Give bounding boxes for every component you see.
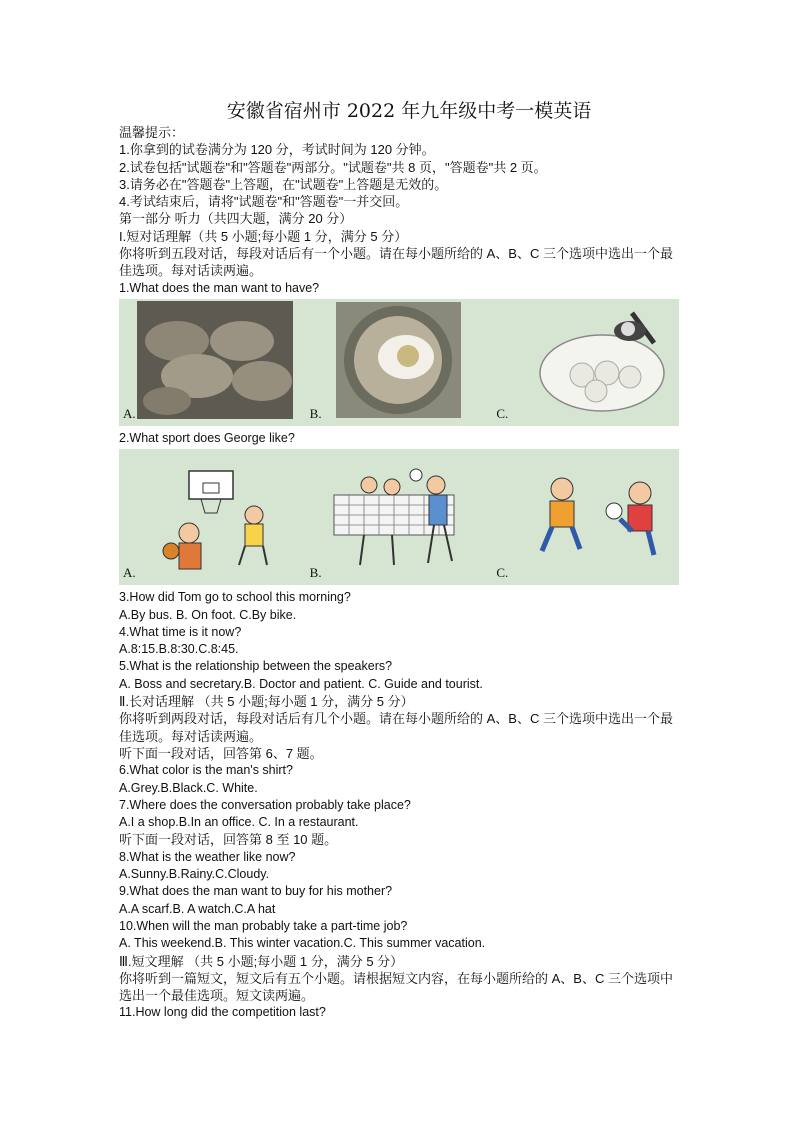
q2-option-b-image [306, 449, 493, 585]
question-11: 11.How long did the competition last? [119, 1005, 326, 1020]
q1-label-a: A. [123, 405, 136, 421]
notice-2: 2.试卷包括"试题卷"和"答题卷"两部分。"试题卷"共 8 页，"答题卷"共 2 页。 [119, 159, 547, 175]
question-5-options: A. Boss and secretary.B. Doctor and patient. C. Guide and tourist. [119, 676, 483, 691]
page-title: 安徽省宿州市 2022 年九年级中考一模英语 [226, 100, 592, 122]
notice-3: 3.请务必在"答题卷"上答题，在"试题卷"上答题是无效的。 [119, 176, 448, 192]
question-8: 8.What is the weather like now? [119, 849, 296, 864]
football-image [522, 459, 692, 589]
volleyball-image [324, 455, 494, 585]
exam-content [119, 100, 679, 1022]
question-7: 7.Where does the conversation probably take place? [119, 797, 411, 812]
notice-1: 1.你拿到的试卷满分为 120 分，考试时间为 120 分钟。 [119, 142, 435, 158]
question-9: 9.What does the man want to buy for his mother? [119, 884, 393, 899]
question-10-options: A. This weekend.B. This winter vacation.C. This summer vacation. [119, 936, 486, 951]
section1-heading: I.短对话理解（共 5 小题;每小题 1 分，满分 5 分） [119, 228, 408, 244]
question-1: 1.What does the man want to have? [119, 280, 320, 295]
question-8-options: A.Sunny.B.Rainy.C.Cloudy. [119, 867, 270, 882]
q2-image-row [119, 449, 679, 585]
question-10: 10.When will the man probably take a part-time job? [119, 918, 408, 933]
tangyuan-image [512, 303, 682, 423]
notice-heading: 温馨提示： [119, 125, 185, 140]
basketball-image [149, 453, 309, 583]
q1-option-c-image [492, 299, 679, 426]
q2-label-b: B. [309, 565, 322, 581]
question-4-options: A.8:15.B.8:30.C.8:45. [119, 642, 239, 657]
question-9-options: A.A scarf.B. A watch.C.A hat [119, 901, 276, 916]
question-2: 2.What sport does George like? [119, 430, 295, 445]
section2-sub1: 听下面一段对话，回答第 6、7 题。 [119, 745, 323, 761]
q2-label-a: A. [123, 565, 136, 581]
noodles-egg-image [336, 302, 466, 422]
question-6: 6.What color is the man's shirt? [119, 763, 293, 778]
section2-instruction: 你将听到两段对话，每段对话后有几个小题。请在每小题所给的 A、B、C 三个选项中选出一个最佳选项。每对话读两遍。 [119, 711, 673, 744]
section1-instruction: 你将听到五段对话，每段对话后有一个小题。请在每小题所给的 A、B、C 三个选项中选出一个最佳选项。每对话读两遍。 [119, 246, 673, 279]
q2-option-a-image [119, 449, 306, 585]
question-7-options: A.I a shop.B.In an office. C. In a restaurant. [119, 815, 359, 830]
q2-option-c-image [492, 449, 679, 585]
mooncake-image [137, 301, 307, 421]
q1-image-row [119, 299, 679, 426]
q2-label-c: C. [496, 565, 509, 581]
q1-label-c: C. [496, 405, 509, 421]
q1-label-b: B. [309, 405, 322, 421]
section2-sub2: 听下面一段对话，回答第 8 至 10 题。 [119, 832, 338, 848]
section2-heading: Ⅱ.长对话理解 （共 5 小题;每小题 1 分，满分 5 分） [119, 694, 414, 710]
q1-option-b-image [306, 299, 493, 426]
question-6-options: A.Grey.B.Black.C. White. [119, 780, 258, 795]
part1-heading: 第一部分 听力（共四大题，满分 20 分） [119, 211, 353, 227]
question-3: 3.How did Tom go to school this morning? [119, 590, 351, 605]
question-3-options: A.By bus. B. On foot. C.By bike. [119, 607, 297, 622]
question-5: 5.What is the relationship between the speakers? [119, 659, 393, 674]
section3-heading: Ⅲ.短文理解 （共 5 小题;每小题 1 分，满分 5 分） [119, 953, 404, 969]
section3-instruction: 你将听到一篇短文，短文后有五个小题。请根据短文内容，在每小题所给的 A、B、C 三个选项中选出一个最佳选项。短文读两遍。 [119, 970, 673, 1004]
question-4: 4.What time is it now? [119, 624, 242, 639]
q1-option-a-image [119, 299, 306, 426]
notice-4: 4.考试结束后，请将"试题卷"和"答题卷"一并交回。 [119, 194, 409, 210]
